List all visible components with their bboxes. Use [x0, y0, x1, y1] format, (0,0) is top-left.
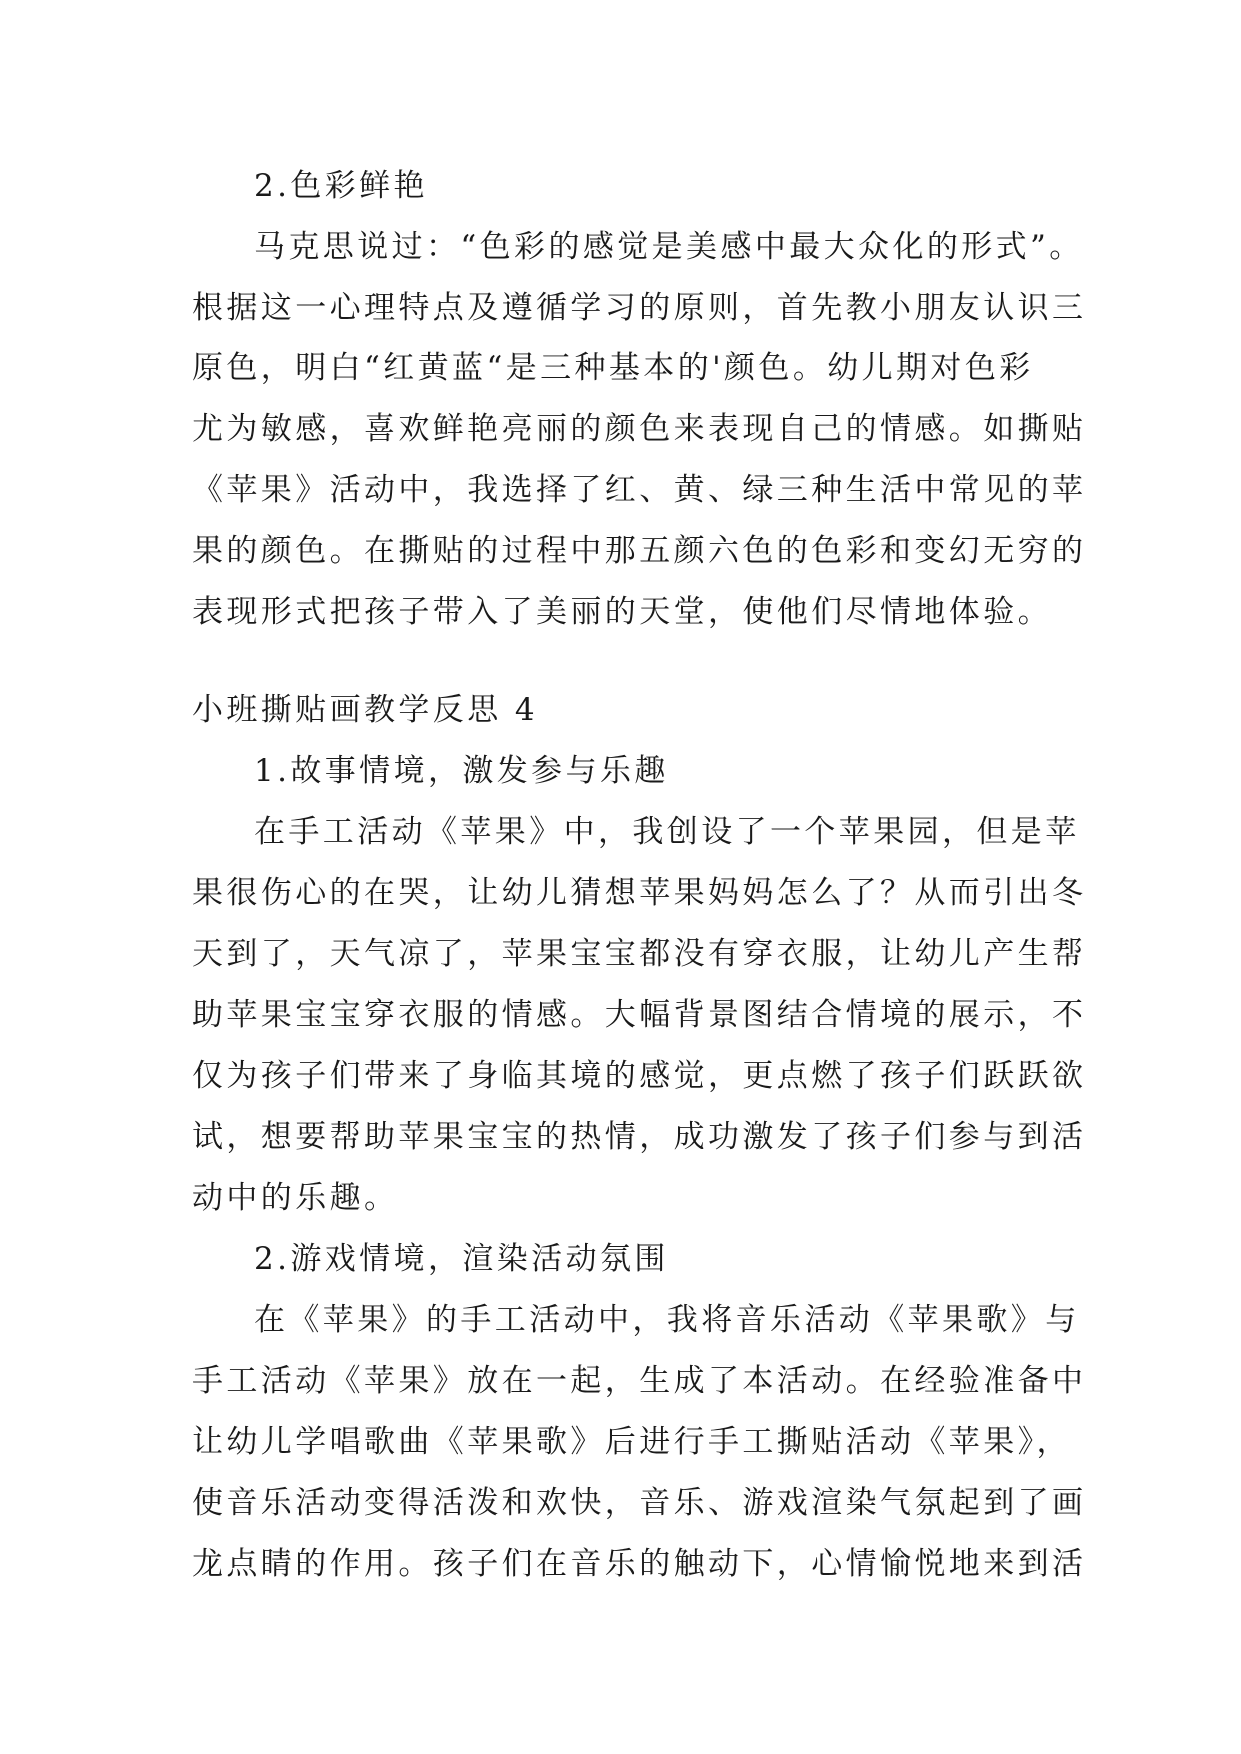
paragraph-line: 表现形式把孩子带入了美丽的天堂，使他们尽情地体验。 — [192, 594, 1052, 630]
paragraph-line: 天到了，天气凉了，苹果宝宝都没有穿衣服，让幼儿产生帮 — [192, 936, 1087, 972]
paragraph-line: 根据这一心理特点及遵循学习的原则，首先教小朋友认识三 — [192, 290, 1087, 326]
paragraph-line: 试，想要帮助苹果宝宝的热情，成功激发了孩子们参与到活 — [192, 1119, 1087, 1155]
paragraph-line: 尤为敏感，喜欢鲜艳亮丽的颜色来表现自己的情感。如撕贴 — [192, 411, 1087, 447]
paragraph-line: 原色，明白“红黄蓝“是三种基本的'颜色。幼儿期对色彩 — [192, 350, 1034, 386]
section-heading: 1.故事情境，激发参与乐趣 — [254, 753, 669, 789]
document-title: 小班撕贴画教学反思 4 — [192, 692, 538, 728]
paragraph-line: 手工活动《苹果》放在一起，生成了本活动。在经验准备中 — [192, 1363, 1087, 1399]
section-heading: 2.色彩鲜艳 — [254, 168, 428, 204]
section-heading: 2.游戏情境，渲染活动氛围 — [254, 1241, 669, 1277]
paragraph-line: 在《苹果》的手工活动中，我将音乐活动《苹果歌》与 — [254, 1302, 1080, 1338]
paragraph-line: 马克思说过：“色彩的感觉是美感中最大众化的形式”。 — [254, 229, 1084, 265]
paragraph-line: 龙点睛的作用。孩子们在音乐的触动下，心情愉悦地来到活 — [192, 1546, 1087, 1582]
paragraph-line: 动中的乐趣。 — [192, 1180, 399, 1216]
paragraph-line: 让幼儿学唱歌曲《苹果歌》后进行手工撕贴活动《苹果》， — [192, 1424, 1071, 1460]
paragraph-line: 果的颜色。在撕贴的过程中那五颜六色的色彩和变幻无穷的 — [192, 533, 1087, 569]
paragraph-line: 在手工活动《苹果》中，我创设了一个苹果园，但是苹 — [254, 814, 1080, 850]
paragraph-line: 助苹果宝宝穿衣服的情感。大幅背景图结合情境的展示，不 — [192, 997, 1087, 1033]
paragraph-line: 《苹果》活动中，我选择了红、黄、绿三种生活中常见的苹 — [192, 472, 1087, 508]
paragraph-line: 仅为孩子们带来了身临其境的感觉，更点燃了孩子们跃跃欲 — [192, 1058, 1087, 1094]
paragraph-line: 果很伤心的在哭，让幼儿猜想苹果妈妈怎么了？从而引出冬 — [192, 875, 1087, 911]
paragraph-line: 使音乐活动变得活泼和欢快，音乐、游戏渲染气氛起到了画 — [192, 1485, 1087, 1521]
